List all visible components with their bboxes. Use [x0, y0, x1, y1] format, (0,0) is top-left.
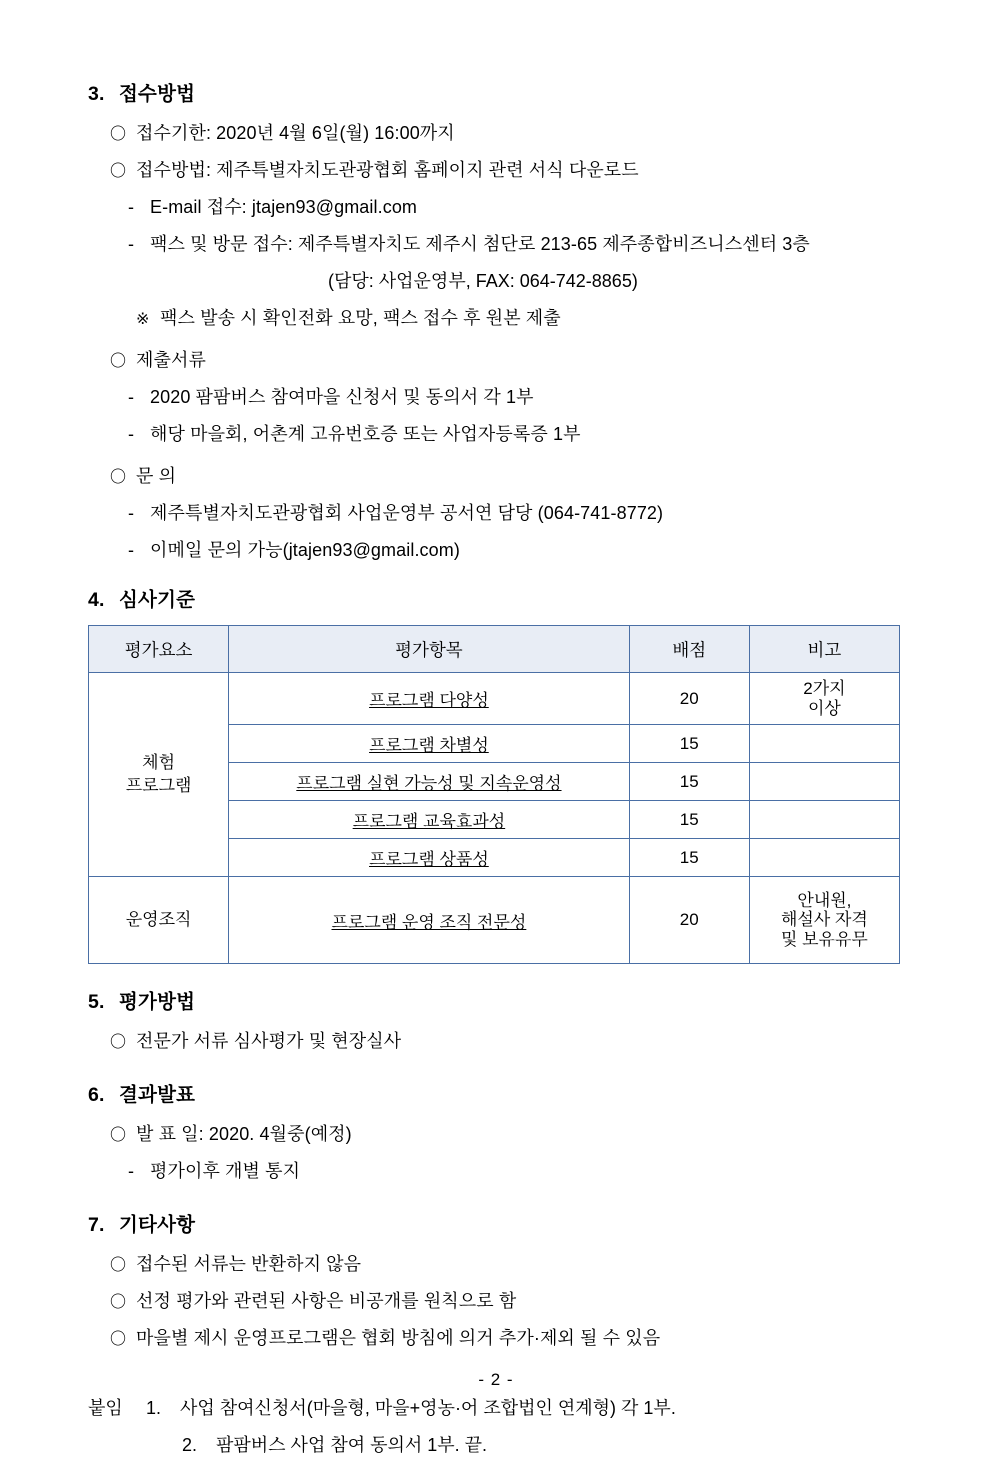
table-header-factor: 평가요소 [89, 626, 229, 673]
list-item [88, 346, 900, 372]
section6-body [88, 1120, 900, 1183]
factor-experience-line2: 프로그램 [125, 775, 192, 795]
attachment-line-1 [88, 1394, 900, 1420]
inquiry-label: 문 의 [136, 466, 177, 486]
criteria-item-5 [229, 839, 629, 877]
section-title-6: 결과발표 [119, 1084, 196, 1107]
criteria-score-6: 20 [629, 877, 749, 964]
criteria-note-6 [749, 877, 899, 964]
section-title-4: 심사기준 [119, 589, 196, 611]
attachment-text-1: 사업 참여신청서(마을형, 마을+영농·어 조합법인 연계형) 각 1부. [180, 1398, 676, 1419]
evaluation-method-text: 전문가 서류 심사평가 및 현장실사 [136, 1031, 402, 1052]
list-item [88, 304, 900, 330]
announcement-date-text: 발 표 일: 2020. 4월중(예정) [136, 1124, 352, 1145]
list-item [88, 1324, 900, 1350]
attachment-number-1: 1. [146, 1398, 162, 1419]
attachment-text-2: 팜팜버스 사업 참여 동의서 1부. 끝. [216, 1435, 488, 1456]
section-heading-5 [88, 986, 900, 1014]
factor-experience-cell [89, 673, 229, 877]
section-number-4: 4. [88, 589, 105, 611]
criteria-note-6-line3: 및 보유유무 [780, 929, 868, 949]
other-item-3: 마을별 제시 운영프로그램은 협회 방침에 의거 추가·제외 될 수 있음 [136, 1328, 661, 1349]
criteria-item-4-text: 프로그램 교육효과성 [352, 812, 506, 832]
section-number-6: 6. [88, 1084, 105, 1107]
section-heading-4 [88, 584, 900, 612]
table-header-score: 배점 [629, 626, 749, 673]
section-number-7: 7. [88, 1214, 105, 1237]
criteria-item-3 [229, 763, 629, 801]
criteria-item-6 [229, 877, 629, 964]
criteria-item-1 [229, 673, 629, 725]
dash-bullet-icon: - [128, 540, 135, 560]
list-item [88, 193, 900, 219]
circle-bullet-icon: 〇 [110, 469, 127, 486]
circle-bullet-icon: 〇 [110, 1331, 127, 1349]
list-item [88, 1120, 900, 1146]
document-content [88, 78, 900, 1457]
section-number-3: 3. [88, 83, 105, 105]
list-item [88, 383, 900, 409]
attachment-label: 붙임 [88, 1398, 123, 1419]
criteria-note-1 [749, 673, 899, 725]
dash-bullet-icon: - [128, 503, 135, 523]
list-item [88, 1250, 900, 1276]
criteria-score-3: 15 [629, 763, 749, 801]
table-header-note: 비고 [749, 626, 899, 673]
criteria-score-2: 15 [629, 725, 749, 763]
other-item-2: 선정 평가와 관련된 사항은 비공개를 원칙으로 함 [136, 1291, 517, 1312]
section-heading-7 [88, 1209, 900, 1237]
criteria-item-3-text: 프로그램 실현 가능성 및 지속운영성 [296, 774, 562, 794]
factor-organization-cell: 운영조직 [89, 877, 229, 964]
receipt-method-text: 접수방법: 제주특별자치도관광협회 홈페이지 관련 서식 다운로드 [136, 160, 639, 180]
attachment-number-2: 2. [182, 1435, 198, 1456]
circle-bullet-icon: 〇 [110, 163, 127, 180]
criteria-item-2 [229, 725, 629, 763]
documents-label: 제출서류 [136, 350, 206, 370]
dash-bullet-icon: - [128, 234, 135, 254]
inquiry-item-2: 이메일 문의 가능(jtajen93@gmail.com) [150, 540, 460, 560]
section-title-5: 평가방법 [119, 991, 196, 1014]
criteria-table [88, 625, 900, 964]
list-item [88, 1287, 900, 1313]
table-row [89, 877, 900, 964]
table-header-row [89, 626, 900, 673]
section-number-5: 5. [88, 991, 105, 1014]
criteria-item-4 [229, 801, 629, 839]
circle-bullet-icon: 〇 [110, 126, 127, 143]
dash-bullet-icon: - [128, 197, 135, 217]
circle-bullet-icon: 〇 [110, 353, 127, 370]
list-item [88, 536, 900, 562]
list-item [88, 1027, 900, 1053]
documents-item-1: 2020 팜팜버스 참여마을 신청서 및 동의서 각 1부 [150, 387, 534, 407]
factor-experience-line1: 체험 [142, 752, 176, 772]
list-item [88, 230, 900, 256]
reference-mark-icon: ※ [136, 311, 150, 328]
section5-body [88, 1027, 900, 1053]
list-item [88, 462, 900, 488]
fax-contact-text: (담당: 사업운영부, FAX: 064-742-8865) [328, 271, 638, 291]
inquiry-item-1: 제주특별자치도관광협회 사업운영부 공서연 담당 (064-741-8772) [150, 503, 664, 523]
attachment-block [88, 1394, 900, 1457]
list-item [88, 499, 900, 525]
dash-bullet-icon: - [128, 1161, 135, 1182]
criteria-item-6-text: 프로그램 운영 조직 전문성 [331, 912, 527, 932]
list-item [88, 1157, 900, 1183]
criteria-item-2-text: 프로그램 차별성 [369, 736, 489, 756]
list-item [88, 119, 900, 145]
section-title-7: 기타사항 [119, 1214, 196, 1237]
circle-bullet-icon: 〇 [110, 1127, 127, 1145]
circle-bullet-icon: 〇 [110, 1257, 127, 1275]
criteria-score-4: 15 [629, 801, 749, 839]
email-receipt-text: E-mail 접수: jtajen93@gmail.com [150, 197, 418, 217]
criteria-note-1-line1: 2가지 [803, 679, 846, 698]
circle-bullet-icon: 〇 [110, 1294, 127, 1312]
section3-body [88, 119, 900, 562]
list-item [88, 156, 900, 182]
list-item [88, 420, 900, 446]
criteria-score-5: 15 [629, 839, 749, 877]
dash-bullet-icon: - [128, 387, 135, 407]
other-item-1: 접수된 서류는 반환하지 않음 [136, 1254, 362, 1275]
criteria-item-1-text: 프로그램 다양성 [369, 691, 489, 711]
circle-bullet-icon: 〇 [110, 1034, 127, 1052]
criteria-note-1-line2: 이상 [807, 698, 841, 718]
criteria-note-4 [749, 801, 899, 839]
section-heading-3 [88, 78, 900, 106]
documents-item-2: 해당 마을회, 어촌계 고유번호증 또는 사업자등록증 1부 [150, 424, 581, 444]
criteria-note-3 [749, 763, 899, 801]
criteria-score-1: 20 [629, 673, 749, 725]
receipt-deadline-text: 접수기한: 2020년 4월 6일(월) 16:00까지 [136, 123, 455, 143]
criteria-note-6-line1: 안내원, [797, 890, 852, 910]
section-title-3: 접수방법 [119, 83, 196, 105]
fax-visit-receipt-text: 팩스 및 방문 접수: 제주특별자치도 제주시 첨단로 213-65 제주종합비즈니스센터 3층 [150, 234, 810, 254]
criteria-note-5 [749, 839, 899, 877]
table-row [89, 673, 900, 725]
attachment-line-2 [88, 1431, 900, 1457]
dash-bullet-icon: - [128, 424, 135, 444]
section7-body [88, 1250, 900, 1350]
criteria-note-2 [749, 725, 899, 763]
fax-note-text: 팩스 발송 시 확인전화 요망, 팩스 접수 후 원본 제출 [160, 308, 561, 328]
criteria-note-6-line2: 해설사 자격 [780, 910, 868, 930]
page-footer: - 2 - [478, 1370, 514, 1389]
table-header-item: 평가항목 [229, 626, 629, 673]
section-heading-6 [88, 1079, 900, 1107]
announcement-note-text: 평가이후 개별 통지 [150, 1161, 301, 1182]
criteria-item-5-text: 프로그램 상품성 [369, 850, 489, 870]
